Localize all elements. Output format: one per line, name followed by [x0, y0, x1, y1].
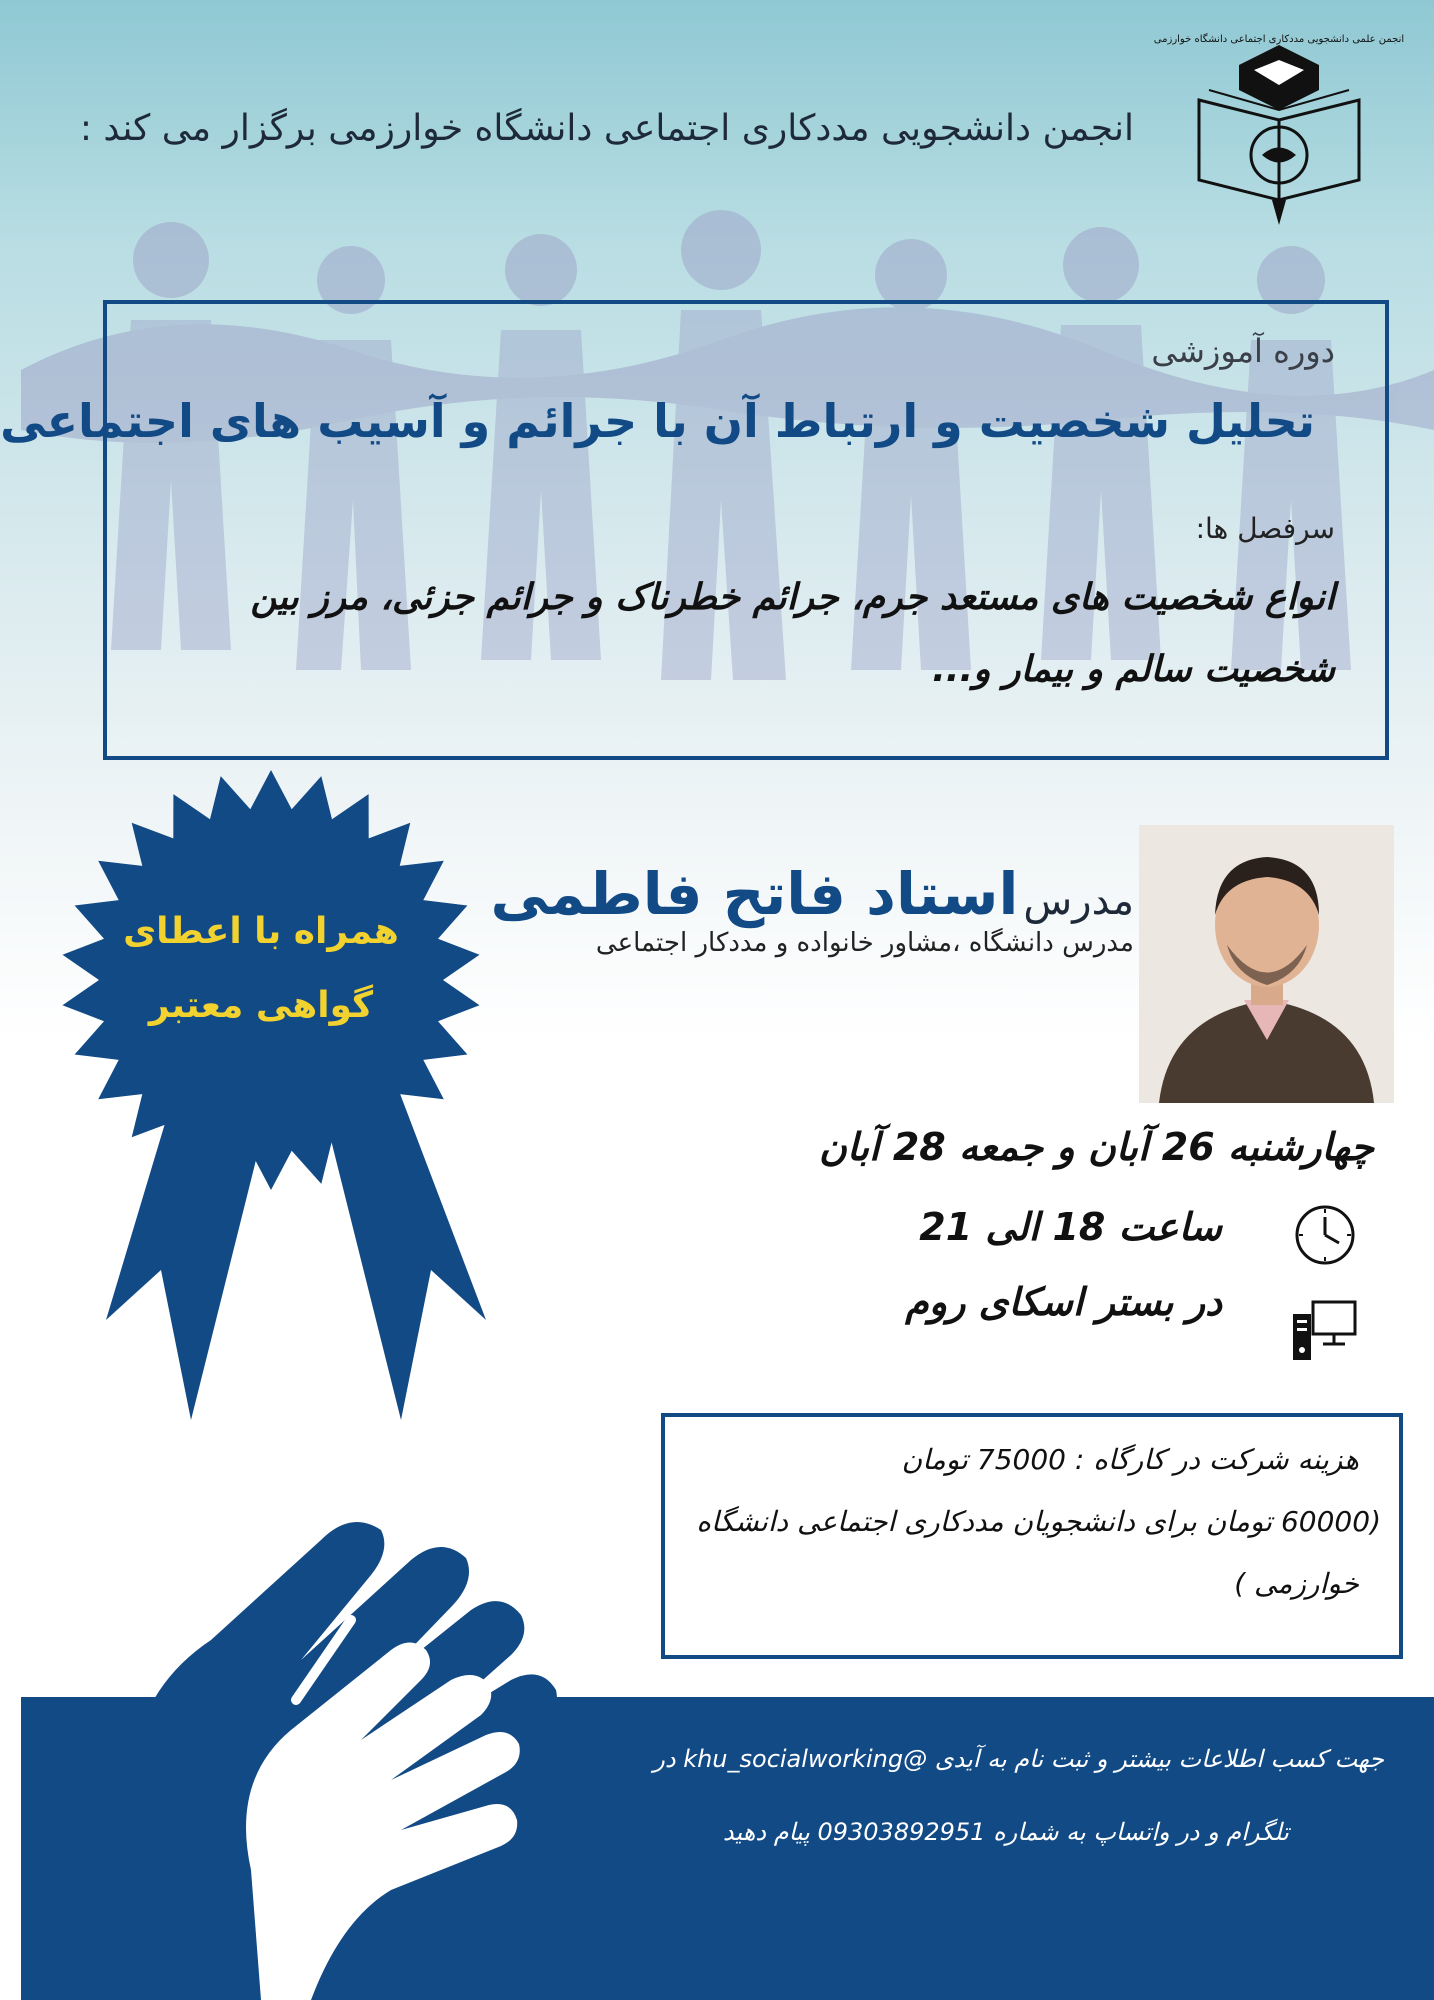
- contact-line-2: تلگرام و در واتساپ به شماره 09303892951 پیام دهید: [722, 1818, 1289, 1846]
- instructor-name: استاد فاتح فاطمی: [490, 860, 1019, 928]
- computer-icon: [1291, 1298, 1359, 1362]
- instructor-prefix: مدرس: [1023, 878, 1134, 924]
- organizer-text: انجمن دانشجویی مددکاری اجتماعی دانشگاه خوارزمی برگزار می کند :: [79, 108, 1134, 149]
- fee-line-2: (60000 تومان برای دانشجویان مددکاری اجتماعی دانشگاه: [696, 1505, 1381, 1538]
- badge-line-2: گواهی معتبر: [148, 985, 374, 1026]
- topics-text: انواع شخصیت های مستعد جرم، جرائم خطرناک و جرائم جزئی، مرز بین شخصیت سالم و بیمار و...: [250, 577, 1335, 690]
- event-dates: چهارشنبه 26 آبان و جمعه 28 آبان: [818, 1125, 1374, 1169]
- event-time: ساعت 18 الی 21: [919, 1205, 1222, 1249]
- fee-line-1: هزینه شرکت در کارگاه : 75000 تومان: [901, 1443, 1359, 1476]
- certificate-badge: [111, 895, 411, 1043]
- instructor-heading: [491, 860, 1134, 928]
- course-info-box: [0, 300, 1389, 760]
- badge-line-1: همراه با اعطای: [123, 911, 399, 952]
- course-title: تحلیل شخصیت و ارتباط آن با جرائم و آسیب های اجتماعی: [0, 394, 1315, 448]
- helping-hands-illustration: [91, 1400, 651, 2000]
- course-type-label: دوره آموزشی: [1151, 332, 1335, 370]
- instructor-description: مدرس دانشگاه ،مشاور خانواده و مددکار اجتماعی: [595, 928, 1134, 958]
- fee-line-3: خوارزمی ): [1234, 1567, 1359, 1600]
- association-logo-icon: [1153, 30, 1405, 230]
- contact-line-1: جهت کسب اطلاعات بیشتر و ثبت نام به آیدی @khu_socialworking در: [653, 1745, 1384, 1773]
- event-platform: در بستر اسکای روم: [905, 1280, 1222, 1324]
- svg-text:انجمن علمی دانشجویی مددکاری اج: انجمن علمی دانشجویی مددکاری اجتماعی دانشگاه خوارزمی: [1153, 34, 1405, 45]
- topics-label: سرفصل ها:: [1195, 512, 1335, 545]
- fee-info-box: [661, 1413, 1403, 1659]
- clock-icon: [1293, 1203, 1357, 1267]
- instructor-photo: [1139, 825, 1394, 1103]
